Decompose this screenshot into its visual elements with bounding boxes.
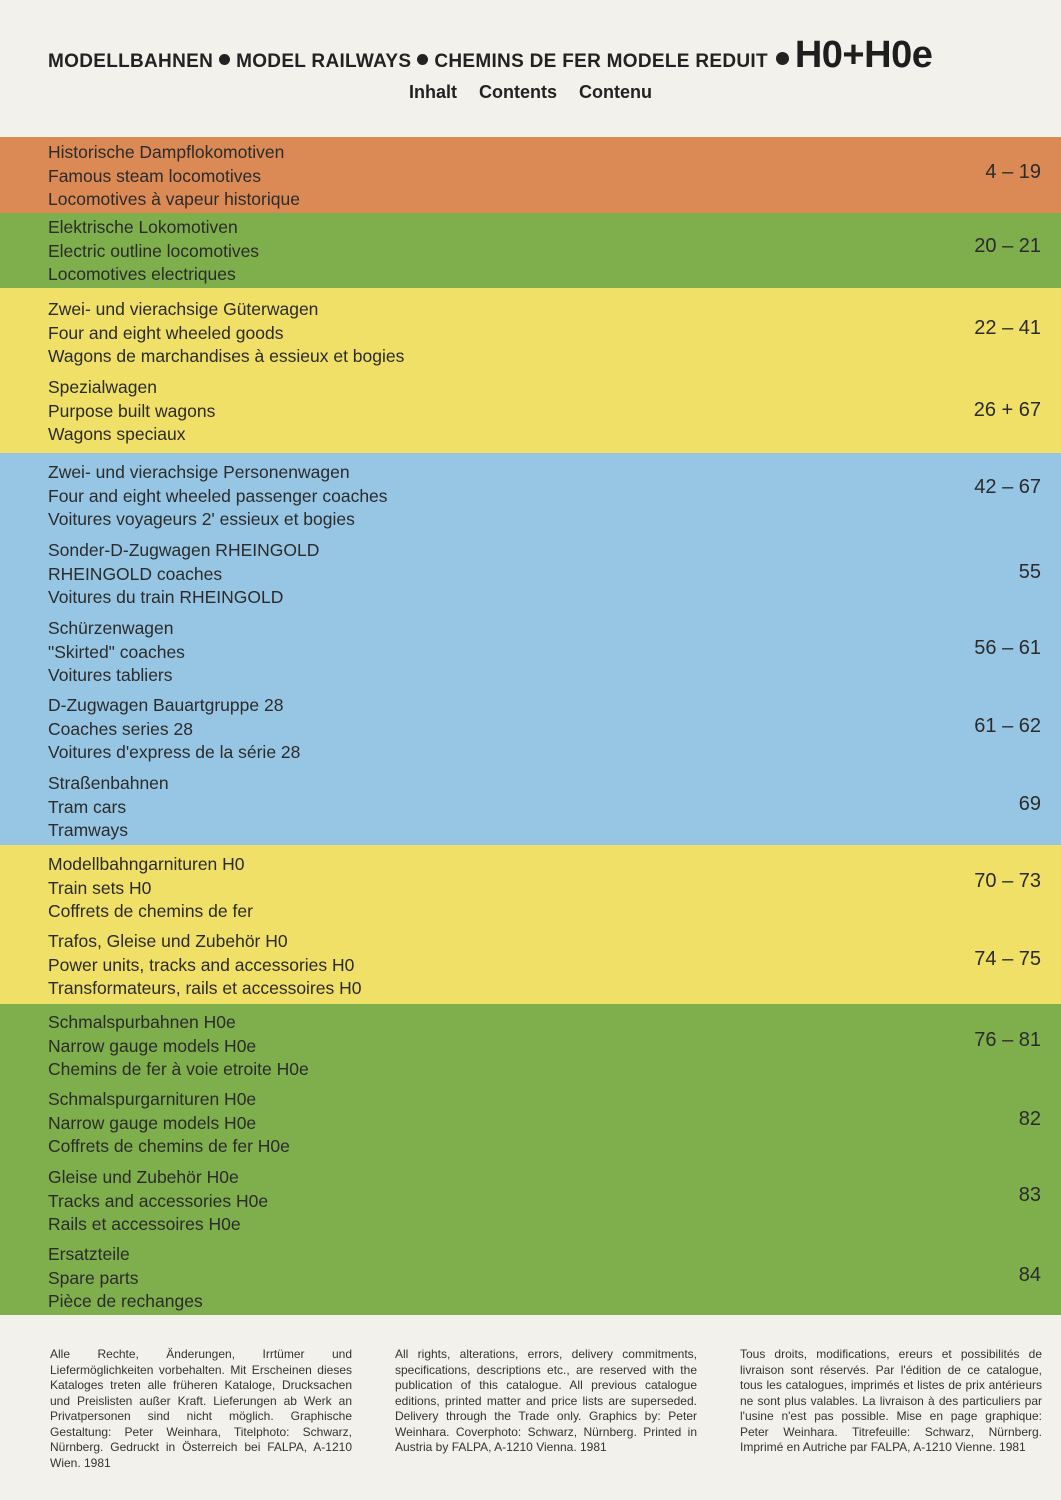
entry-titles <box>48 1011 309 1082</box>
footer-legal <box>50 1347 1042 1471</box>
entry-title-line: Locomotives à vapeur historique <box>48 189 300 209</box>
entry-title-line: Spare parts <box>48 1267 139 1288</box>
entry-title-line: Wagons de marchandises à essieux et bogies <box>48 346 405 366</box>
entry-page-range: 83 <box>1018 1184 1041 1206</box>
entry-title-line: Narrow gauge models H0e <box>48 1112 257 1133</box>
subtitle-german: Inhalt <box>409 82 457 102</box>
entry-title-line: Transformateurs, rails et accessoires H0 <box>48 978 362 998</box>
entry-titles <box>48 461 388 532</box>
entry-title-line: Train sets H0 <box>48 877 152 898</box>
section-band-green <box>0 213 1061 288</box>
entry-page-range: 70 – 73 <box>974 870 1041 892</box>
footer-text-german: Alle Rechte, Änderungen, Irrtümer und Liefermöglichkeiten vorbehalten. Mit Erscheinen dieses Kataloges treten alle früheren Kataloge, Drucksachen und Preislisten außer Kraft. Lieferungen ab Werk an Privatpersonen sind nicht möglich. Graphische Gestaltung: Peter Weinhara, Titelphoto: Schwarz, Nürnberg. Gedruckt in Österreich bei FALPA, A-1210 Wien. 1981 <box>50 1347 352 1470</box>
bullet-dot-icon <box>219 54 230 65</box>
entry-page-range: 76 – 81 <box>974 1029 1041 1051</box>
subtitle-english: Contents <box>479 82 557 102</box>
entry-titles <box>48 694 300 765</box>
header-scale: H0+H0e <box>794 34 933 76</box>
entry-title-line: Purpose built wagons <box>48 400 216 421</box>
entry-page-range: 56 – 61 <box>974 637 1041 659</box>
entry-title-line: Voitures tabliers <box>48 665 173 685</box>
header-title-german: MODELLBAHNEN <box>48 51 214 72</box>
entry-titles <box>48 772 169 843</box>
section-band-blue <box>0 453 1061 845</box>
entry-title-line: Schmalspurgarnituren H0e <box>48 1089 257 1109</box>
entry-titles <box>48 539 319 610</box>
entry-title-line: Locomotives electriques <box>48 264 236 284</box>
entry-title-line: Zwei- und vierachsige Personenwagen <box>48 462 350 482</box>
entry-title-line: Schmalspurbahnen H0e <box>48 1012 236 1032</box>
entry-title-line: Narrow gauge models H0e <box>48 1035 257 1056</box>
entry-title-line: Four and eight wheeled goods <box>48 322 284 343</box>
entry-title-line: Famous steam locomotives <box>48 165 261 186</box>
entry-title-line: Modellbahngarnituren H0 <box>48 854 245 874</box>
entry-title-line: Four and eight wheeled passenger coaches <box>48 485 388 506</box>
entry-title-line: Spezialwagen <box>48 377 157 397</box>
entry-page-range: 82 <box>1018 1108 1041 1130</box>
entry-title-line: Coaches series 28 <box>48 718 193 739</box>
footer-text-french: Tous droits, modifications, ereurs et possibilités de livraison sont réservés. Par l'édition de ce catalogue, tous les catalogues, imprimés et listes de prix antérieurs ne sont plus valables. La livraison à des particuliers par l'usine n'est pas possible. Mise en page graphique: Peter Weinhara. Titrefeuille: Schwarz, Nürnberg. Imprimé en Autriche par FALPA, A-1210 Vienne. 1981 <box>740 1347 1042 1454</box>
entry-title-line: Wagons speciaux <box>48 424 186 444</box>
entry-title-line: Zwei- und vierachsige Güterwagen <box>48 299 319 319</box>
entry-title-line: Voitures du train RHEINGOLD <box>48 587 284 607</box>
entry-title-line: Pièce de rechanges <box>48 1291 203 1311</box>
entry-title-line: Rails et accessoires H0e <box>48 1214 241 1234</box>
entry-title-line: Voitures d'express de la série 28 <box>48 742 301 762</box>
footer-text-english: All rights, alterations, errors, delivery commitments, specifications, descriptions etc., are reserved with the publication of this catalogue. All previous catalogue editions, printed matter and price lists are superseded. Delivery through the Trade only. Graphics by: Peter Weinhara. Coverphoto: Schwarz, Nürnberg. Printed in Austria by FALPA, A-1210 Vienna. 1981 <box>395 1347 697 1454</box>
page-header <box>0 0 1061 137</box>
entry-titles <box>48 617 185 688</box>
entry-title-line: Trafos, Gleise und Zubehör H0 <box>48 931 288 951</box>
entry-title-line: Coffrets de chemins de fer H0e <box>48 1136 290 1156</box>
entry-title-line: Tram cars <box>48 796 127 817</box>
entry-titles <box>48 1243 203 1314</box>
subtitle-french: Contenu <box>579 82 652 102</box>
entry-page-range: 84 <box>1018 1264 1041 1286</box>
header-title-line <box>48 34 1038 77</box>
entry-title-line: Tracks and accessories H0e <box>48 1190 269 1211</box>
entry-title-line: Schürzenwagen <box>48 618 174 638</box>
entry-page-range: 4 – 19 <box>985 161 1041 183</box>
entry-page-range: 42 – 67 <box>974 476 1041 498</box>
entry-titles <box>48 853 253 924</box>
entry-titles <box>48 1166 268 1237</box>
entry-titles <box>48 1088 290 1159</box>
entry-title-line: D-Zugwagen Bauartgruppe 28 <box>48 695 284 715</box>
contents-subtitles <box>0 82 1061 103</box>
contents-table <box>0 137 1061 1315</box>
section-band-yellow <box>0 845 1061 1004</box>
entry-title-line: Voitures voyageurs 2' essieux et bogies <box>48 509 355 529</box>
bullet-dot-icon <box>776 52 789 65</box>
entry-title-line: Straßenbahnen <box>48 773 169 793</box>
entry-page-range: 22 – 41 <box>974 317 1041 339</box>
entry-title-line: Coffrets de chemins de fer <box>48 901 253 921</box>
entry-title-line: Elektrische Lokomotiven <box>48 217 238 237</box>
section-band-green <box>0 1004 1061 1315</box>
entry-page-range: 26 + 67 <box>973 399 1041 421</box>
entry-page-range: 61 – 62 <box>974 715 1041 737</box>
entry-title-line: Power units, tracks and accessories H0 <box>48 954 355 975</box>
entry-title-line: Historische Dampflokomotiven <box>48 142 285 162</box>
entry-titles <box>48 216 259 287</box>
entry-title-line: Tramways <box>48 820 129 840</box>
section-band-orange <box>0 137 1061 213</box>
entry-titles <box>48 930 361 1001</box>
entry-titles <box>48 298 404 369</box>
entry-page-range: 55 <box>1018 561 1041 583</box>
entry-page-range: 74 – 75 <box>974 948 1041 970</box>
section-band-yellow <box>0 288 1061 453</box>
entry-page-range: 20 – 21 <box>974 235 1041 257</box>
header-title-french: CHEMINS DE FER MODELE REDUIT <box>434 51 768 72</box>
entry-title-line: RHEINGOLD coaches <box>48 563 223 584</box>
entry-titles <box>48 376 215 447</box>
entry-page-range: 69 <box>1018 793 1041 815</box>
bullet-dot-icon <box>417 54 428 65</box>
header-title-english: MODEL RAILWAYS <box>236 51 412 72</box>
entry-titles <box>48 141 300 212</box>
entry-title-line: Sonder-D-Zugwagen RHEINGOLD <box>48 540 320 560</box>
entry-title-line: Gleise und Zubehör H0e <box>48 1167 239 1187</box>
entry-title-line: Chemins de fer à voie etroite H0e <box>48 1059 309 1079</box>
entry-title-line: "Skirted" coaches <box>48 641 185 662</box>
entry-title-line: Ersatzteile <box>48 1244 130 1264</box>
entry-title-line: Electric outline locomotives <box>48 240 260 261</box>
